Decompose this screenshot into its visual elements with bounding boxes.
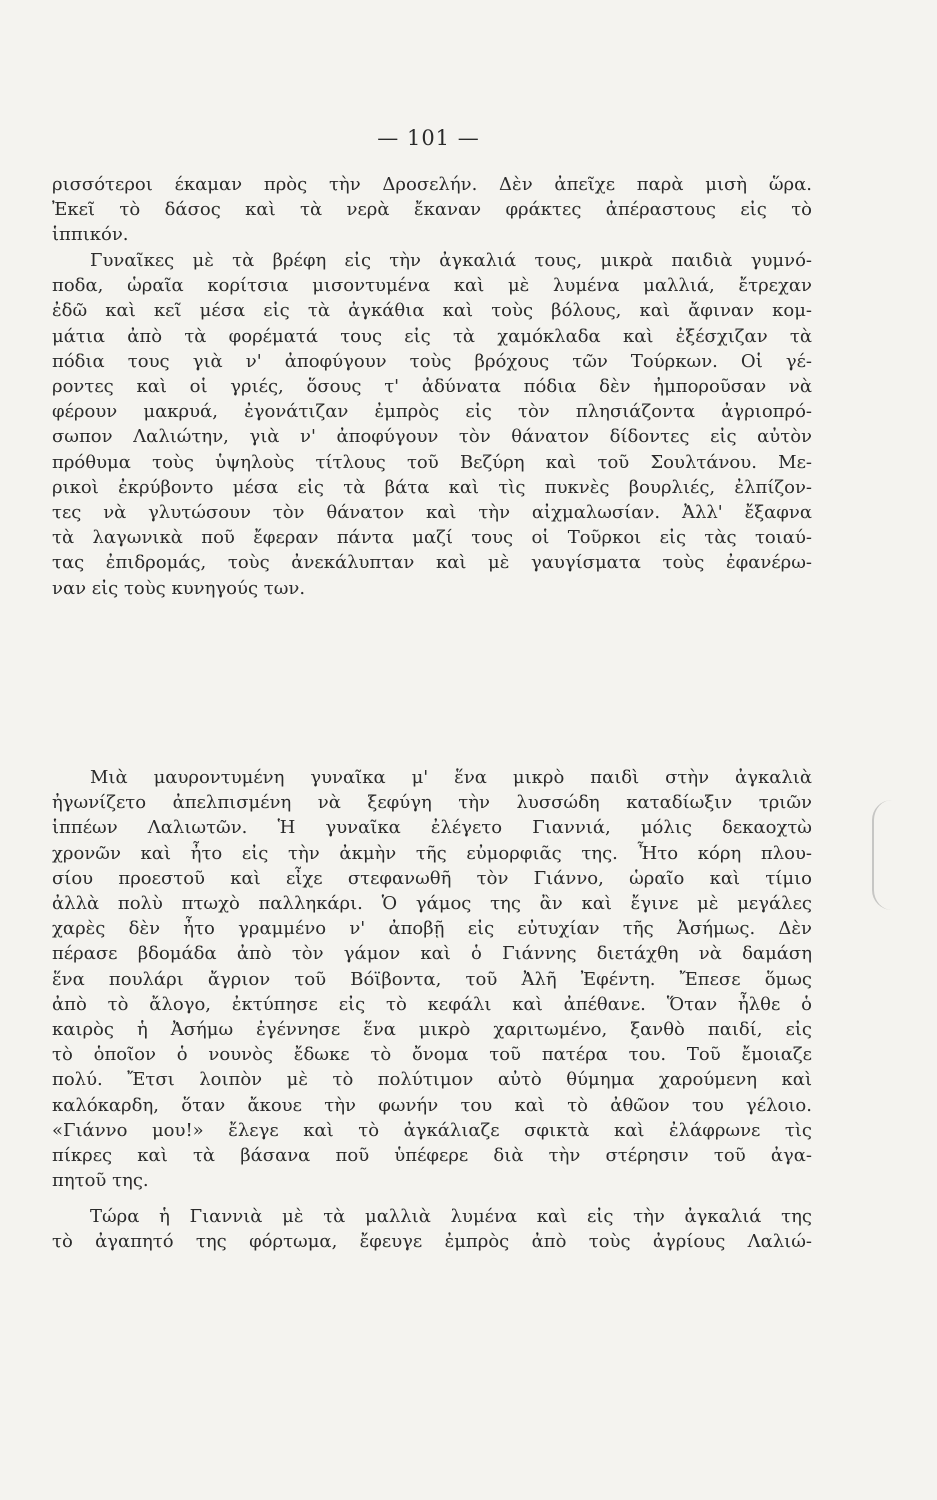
text-line: ἠγωνίζετο ἀπελπισμένη νὰ ξεφύγη τὴν λυσσώδη καταδίωξιν τριῶν [52,792,812,814]
text-line: καιρὸς ἡ Ἀσήμω ἐγέννησε ἕνα μικρὸ χαριτωμένο, ξανθὸ παιδί, εἰς [52,1019,812,1041]
text-line: ἱππικόν. [52,224,129,246]
text-line: πέρασε βδομάδα ἀπὸ τὸν γάμον καὶ ὁ Γιάννης διετάχθη νὰ δαμάση [52,943,812,965]
text-line: τὸ ὁποῖον ὁ νουνὸς ἔδωκε τὸ ὄνομα τοῦ πατέρα του. Τοῦ ἔμοιαζε [52,1044,812,1066]
text-line: πρόθυμα τοὺς ὑψηλοὺς τίτλους τοῦ Βεζύρη καὶ τοῦ Σουλτάνου. Με- [52,451,812,473]
paragraph-2 [52,248,812,601]
text-line: ἐδῶ καὶ κεῖ μέσα εἰς τὰ ἀγκάθια καὶ τοὺς βόλους, καὶ ἄφιναν κομ- [52,300,812,322]
paragraph-4 [52,1204,812,1254]
text-line: ἕνα πουλάρι ἄγριον τοῦ Βόϊβοντα, τοῦ Ἀλῆ Ἐφέντη. Ἔπεσε ὅμως [52,968,812,990]
text-line: πολύ. Ἔτσι λοιπὸν μὲ τὸ πολύτιμον αὐτὸ θύμημα χαρούμενη καὶ [52,1069,812,1091]
text-line: μάτια ἀπὸ τὰ φορέματά τους εἰς τὰ χαμόκλαδα καὶ ἐξέσχιζαν τὰ [52,325,812,347]
text-line: καλόκαρδη, ὅταν ἄκουε τὴν φωνήν του καὶ τὸ ἀθῶον του γέλοιο. [52,1094,812,1116]
margin-pencil-mark [872,800,904,910]
page-number: — 101 — [377,126,480,150]
text-line: «Γιάννο μου!» ἔλεγε καὶ τὸ ἀγκάλιαζε σφικτὰ καὶ ἐλάφρωνε τὶς [52,1119,812,1141]
text-line: Μιὰ μαυροντυμένη γυναῖκα μ' ἕνα μικρὸ παιδὶ στὴν ἀγκαλιὰ [90,767,812,788]
text-line: ποδα, ὡραῖα κορίτσια μισοντυμένα καὶ μὲ λυμένα μαλλιά, ἔτρεχαν [52,275,812,297]
text-line: πητοῦ της. [52,1170,149,1192]
text-line: τὸ ἀγαπητό της φόρτωμα, ἔφευγε ἐμπρὸς ἀπὸ τοὺς ἀγρίους Λαλιώ- [52,1231,812,1253]
text-line: Γυναῖκες μὲ τὰ βρέφη εἰς τὴν ἀγκαλιά τους, μικρὰ παιδιὰ γυμνό- [90,250,812,271]
paragraph-3 [52,765,812,1193]
text-line: χρονῶν καὶ ἦτο εἰς τὴν ἀκμὴν τῆς εὐμορφιᾶς της. Ἦτο κόρη πλου- [52,842,812,864]
text-line: ναν εἰς τοὺς κυνηγούς των. [52,577,306,599]
text-line: ροντες καὶ οἱ γριές, ὅσους τ' ἀδύνατα πόδια δὲν ἠμποροῦσαν νὰ [52,376,812,398]
text-line: σωπον Λαλιώτην, γιὰ ν' ἀποφύγουν τὸν θάνατον δίδοντες εἰς αὐτὸν [52,426,812,448]
text-line: σίου προεστοῦ καὶ εἶχε στεφανωθῆ τὸν Γιάννο, ὡραῖο καὶ τίμιο [52,867,812,889]
text-line: Τώρα ἡ Γιαννιὰ μὲ τὰ μαλλιὰ λυμένα καὶ εἰς τὴν ἀγκαλιά της [90,1206,812,1227]
text-line: ρισσότεροι έκαμαν πρὸς τὴν Δροσελήν. Δὲν ἀπεῖχε παρὰ μισὴ ὥρα. [52,174,812,195]
text-line: ἀπὸ τὸ ἄλογο, ἐκτύπησε εἰς τὸ κεφάλι καὶ ἀπέθανε. Ὅταν ἦλθε ὁ [52,993,812,1015]
text-line: ἀλλὰ πολὺ πτωχὸ παλληκάρι. Ὁ γάμος της ἂν καὶ ἔγινε μὲ μεγάλες [52,893,812,915]
text-line: πίκρες καὶ τὰ βάσανα ποῦ ὑπέφερε διὰ τὴν στέρησιν τοῦ ἀγα- [52,1145,812,1167]
text-line: χαρὲς δὲν ἦτο γραμμένο ν' ἀποβῇ εἰς εὐτυχίαν τῆς Ἀσήμως. Δὲν [52,918,812,940]
text-line: τας ἐπιδρομάς, τοὺς ἀνεκάλυπταν καὶ μὲ γαυγίσματα τοὺς ἐφανέρω- [52,552,812,574]
text-line: ρικοὶ ἐκρύβοντο μέσα εἰς τὰ βάτα καὶ τὶς πυκνὲς βουρλιές, ἐλπίζον- [52,476,812,498]
text-line: πόδια τους γιὰ ν' ἀποφύγουν τοὺς βρόχους τῶν Τούρκων. Οἱ γέ- [52,350,812,372]
text-line: φέρουν μακρυά, ἐγονάτιζαν ἐμπρὸς εἰς τὸν πλησιάζοντα ἀγριοπρό- [52,401,812,423]
paragraph-1 [52,172,812,248]
text-line: Ἐκεῖ τὸ δάσος καὶ τὰ νερὰ ἔκαναν φράκτες ἀπέραστους εἰς τὸ [52,199,812,221]
text-line: ἱππέων Λαλιωτῶν. Ἡ γυναῖκα ἐλέγετο Γιαννιά, μόλις δεκαοχτὼ [52,817,812,839]
text-line: τες νὰ γλυτώσουν τὸν θάνατον καὶ τὴν αἰχμαλωσίαν. Ἀλλ' ἔξαφνα [52,502,812,524]
text-line: τὰ λαγωνικὰ ποῦ ἔφεραν πάντα μαζί τους οἱ Τοῦρκοι εἰς τὰς τοιαύ- [52,527,812,549]
